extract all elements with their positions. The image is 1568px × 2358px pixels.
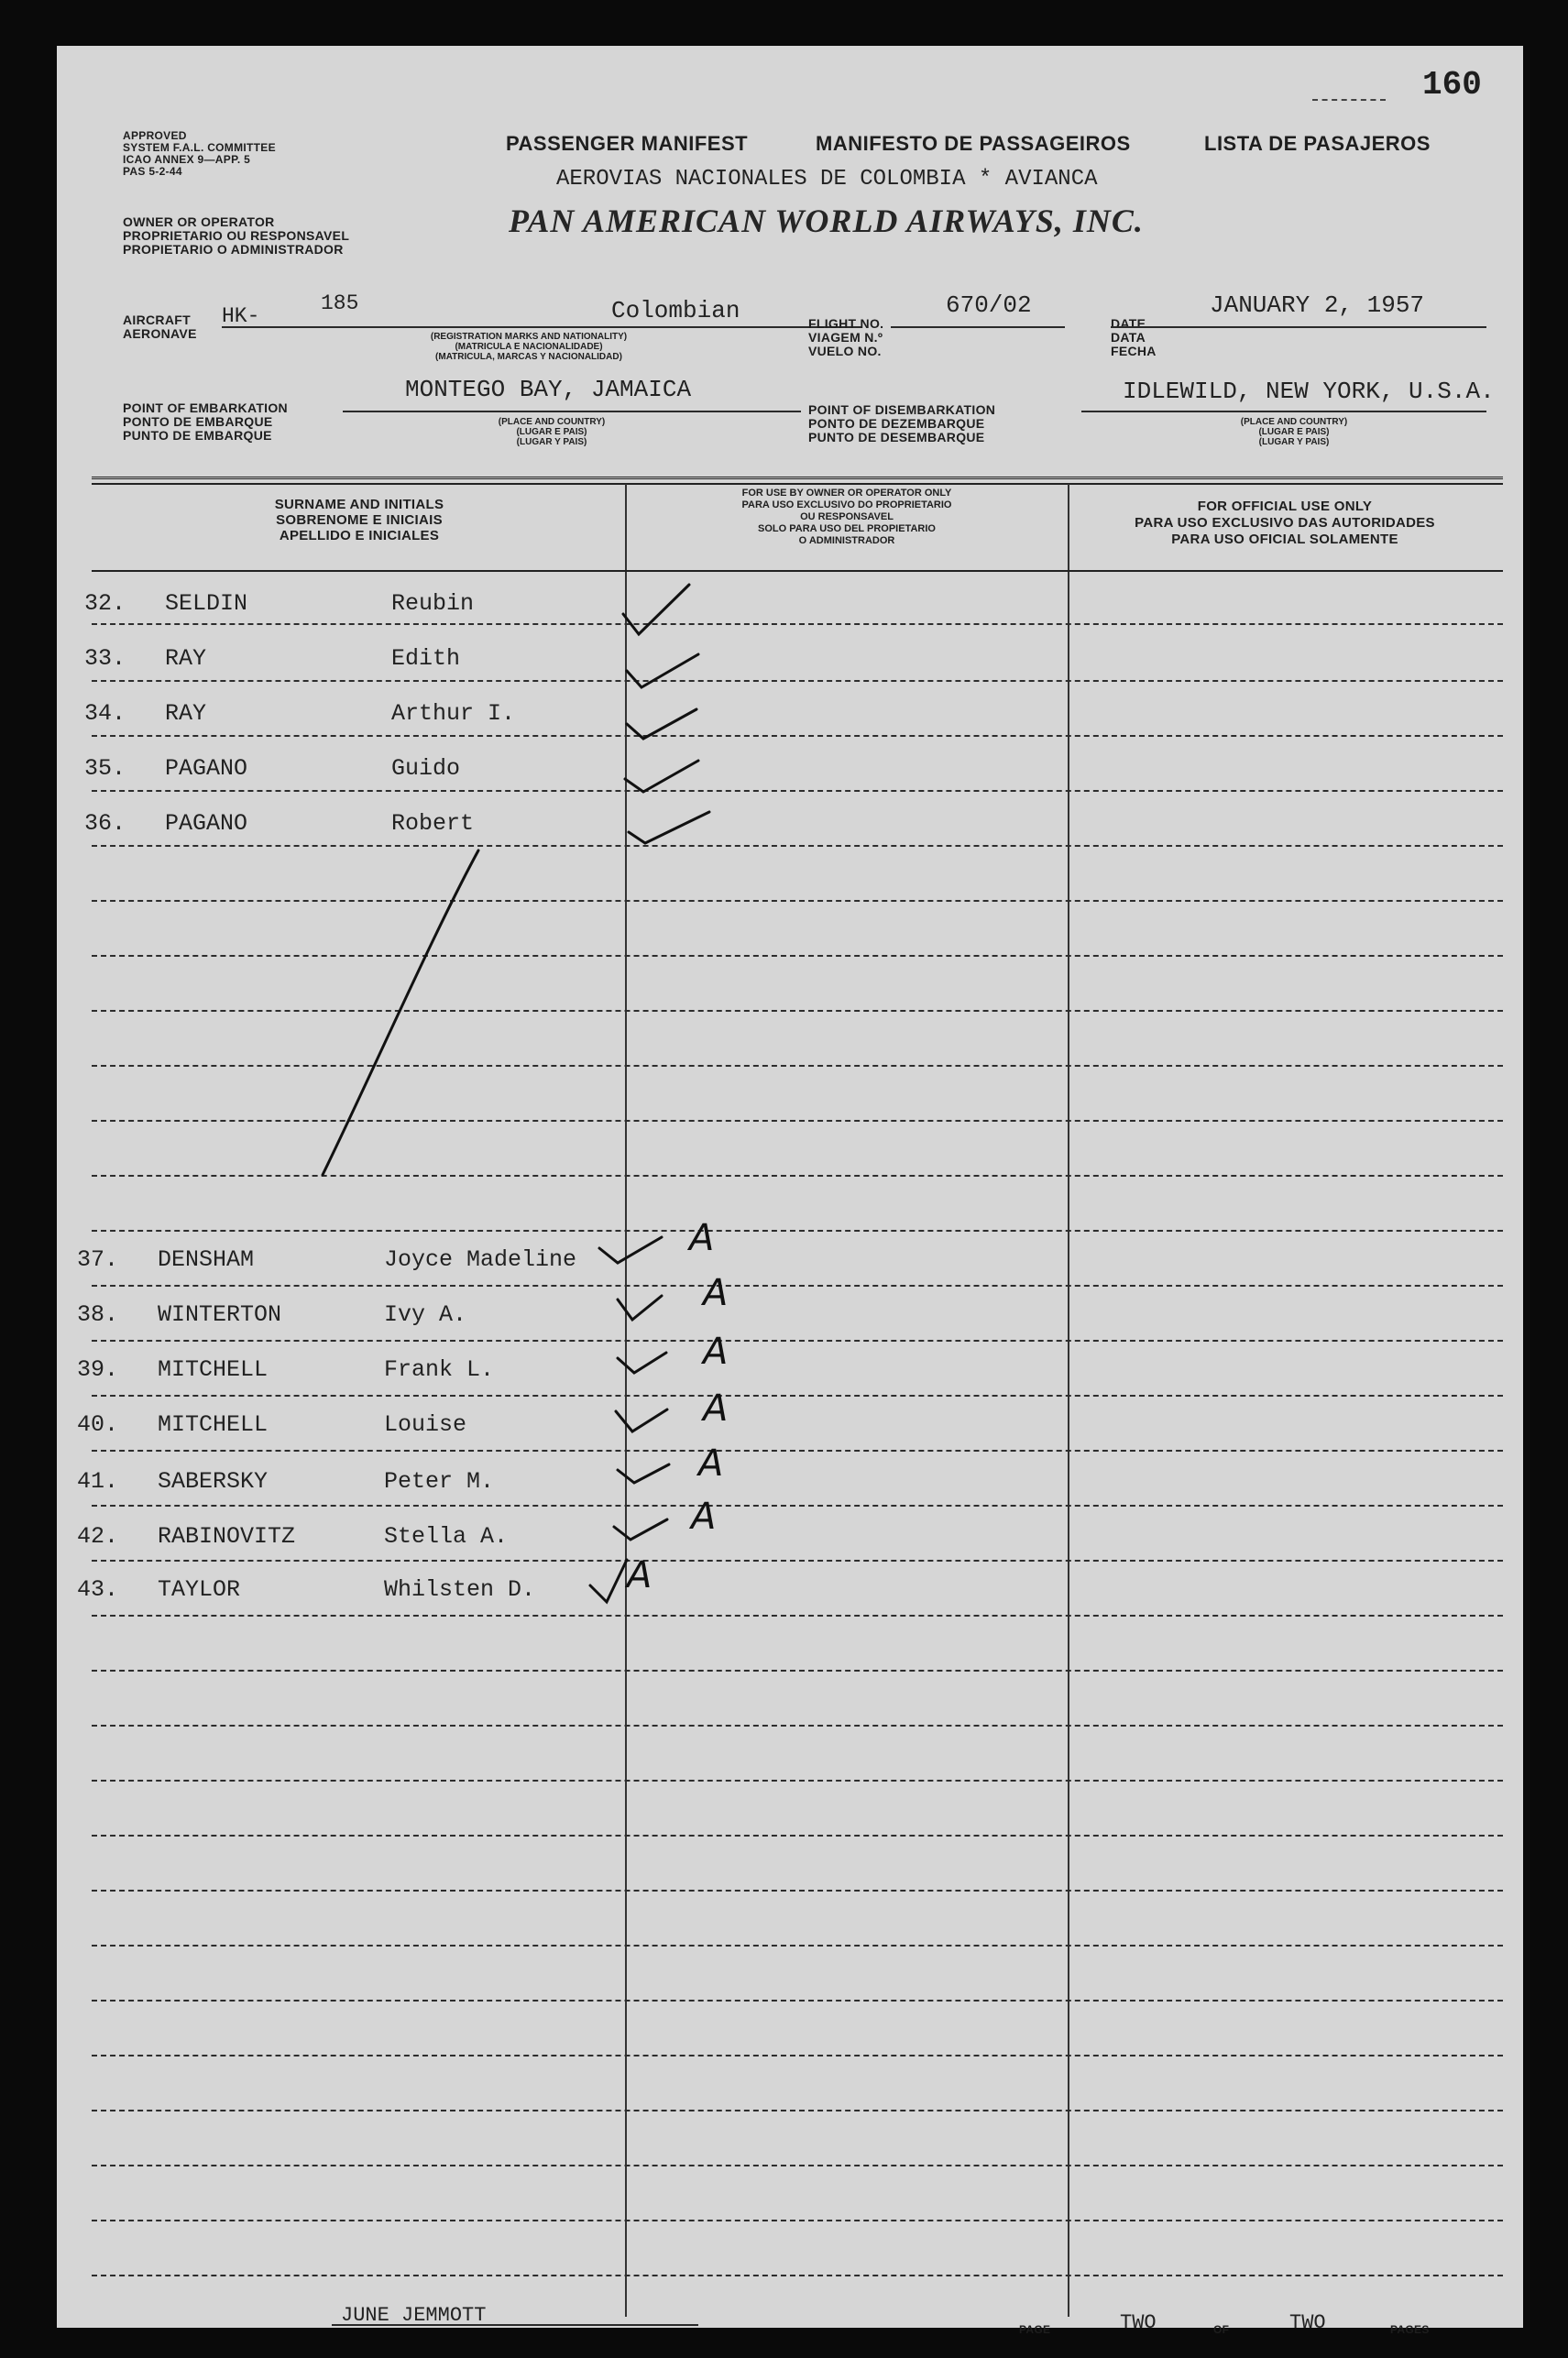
row-mark: A bbox=[691, 1496, 717, 1538]
date-label-pt: DATA bbox=[1111, 330, 1146, 345]
col-header-owner-line: O ADMINISTRADOR bbox=[798, 535, 895, 546]
aircraft-label-en: AIRCRAFT bbox=[123, 313, 191, 327]
check-marks-bottom bbox=[590, 1237, 669, 1602]
aircraft-prefix: HK- bbox=[222, 304, 260, 328]
approval-line: PAS 5-2-44 bbox=[123, 165, 182, 178]
disembarkation-label-es: PUNTO DE DESEMBARQUE bbox=[808, 430, 985, 444]
embarkation-label-pt: PONTO DE EMBARQUE bbox=[123, 414, 273, 429]
col-header-names-en: SURNAME AND INITIALS bbox=[274, 497, 444, 512]
row-number: 36. bbox=[84, 810, 126, 837]
date-label-en: DATE bbox=[1111, 316, 1146, 331]
row-given-name: Louise bbox=[384, 1411, 467, 1438]
check-mark-icon bbox=[618, 1296, 662, 1320]
row-given-name: Joyce Madeline bbox=[384, 1246, 577, 1273]
table-row bbox=[77, 1468, 590, 1496]
embarkation-label-es: PUNTO DE EMBARQUE bbox=[123, 428, 272, 443]
row-given-name: Edith bbox=[391, 645, 461, 672]
disembarkation-label-en: POINT OF DISEMBARKATION bbox=[808, 402, 996, 417]
aircraft-caption-line: (REGISTRATION MARKS AND NATIONALITY) bbox=[430, 332, 628, 342]
row-surname: PAGANO bbox=[165, 755, 248, 782]
aircraft-caption-line: (MATRICULA E NACIONALIDADE) bbox=[455, 342, 603, 352]
aircraft-registration: 185 bbox=[321, 291, 359, 315]
flight-label-es: VUELO NO. bbox=[808, 344, 882, 358]
row-surname: RABINOVITZ bbox=[158, 1523, 296, 1550]
row-number: 39. bbox=[77, 1356, 119, 1383]
date-value: JANUARY 2, 1957 bbox=[1210, 291, 1425, 319]
check-mark-icon bbox=[590, 1560, 627, 1602]
row-given-name: Arthur I. bbox=[391, 700, 516, 727]
col-header-names-pt: SOBRENOME E INICIAIS bbox=[276, 512, 443, 528]
check-mark-icon bbox=[625, 761, 698, 792]
check-mark-icon bbox=[629, 812, 709, 843]
table-row bbox=[77, 1301, 590, 1329]
footer-pages-label: PAGES bbox=[1390, 2323, 1430, 2336]
row-number: 32. bbox=[84, 590, 126, 617]
row-given-name: Frank L. bbox=[384, 1356, 495, 1383]
col-header-official-pt: PARA USO EXCLUSIVO DAS AUTORIDADES bbox=[1135, 515, 1435, 531]
approval-line: APPROVED bbox=[123, 129, 187, 142]
row-number: 38. bbox=[77, 1301, 119, 1328]
row-number: 33. bbox=[84, 645, 126, 672]
col-header-official-es: PARA USO OFICIAL SOLAMENTE bbox=[1171, 532, 1398, 547]
owner-line: OWNER OR OPERATOR bbox=[123, 214, 275, 229]
strike-line bbox=[323, 850, 478, 1175]
footer-of-label: OF bbox=[1213, 2323, 1230, 2336]
handwritten-marks bbox=[57, 46, 1523, 2328]
check-mark-icon bbox=[623, 585, 689, 634]
footer-total-value: TWO bbox=[1289, 2311, 1326, 2334]
aircraft-caption-line: (MATRICULA, MARCAS Y NACIONALIDAD) bbox=[435, 352, 622, 362]
title-es: LISTA DE PASAJEROS bbox=[1204, 132, 1431, 155]
row-surname: RAY bbox=[165, 700, 207, 727]
row-number: 37. bbox=[77, 1246, 119, 1273]
col-header-owner-line: PARA USO EXCLUSIVO DO PROPRIETARIO bbox=[741, 499, 952, 510]
operator-typed: AEROVIAS NACIONALES DE COLOMBIA * AVIANCA bbox=[556, 167, 1098, 192]
embarkation-caption-line: (PLACE AND COUNTRY) bbox=[498, 417, 606, 427]
row-mark: A bbox=[627, 1554, 652, 1596]
flight-label-en: FLIGHT NO. bbox=[808, 316, 884, 331]
embarkation-value: MONTEGO BAY, JAMAICA bbox=[405, 376, 692, 403]
footer-page-value: TWO bbox=[1120, 2311, 1157, 2334]
row-number: 42. bbox=[77, 1523, 119, 1550]
row-surname: RAY bbox=[165, 645, 207, 672]
flight-label-pt: VIAGEM N.º bbox=[808, 330, 883, 345]
check-mark-icon bbox=[614, 1519, 667, 1540]
embarkation-caption-line: (LUGAR Y PAIS) bbox=[516, 437, 587, 447]
row-mark: A bbox=[689, 1217, 715, 1259]
owner-line: PROPIETARIO O ADMINISTRADOR bbox=[123, 242, 344, 257]
row-mark: A bbox=[703, 1331, 729, 1373]
approval-line: SYSTEM F.A.L. COMMITTEE bbox=[123, 141, 276, 154]
row-surname: MITCHELL bbox=[158, 1356, 269, 1383]
row-given-name: Guido bbox=[391, 755, 461, 782]
row-surname: WINTERTON bbox=[158, 1301, 282, 1328]
owner-line: PROPRIETARIO OU RESPONSAVEL bbox=[123, 228, 350, 243]
check-mark-icon bbox=[627, 709, 696, 739]
signature-underline bbox=[332, 2324, 698, 2326]
manifest-page bbox=[57, 46, 1523, 2336]
row-surname: DENSHAM bbox=[158, 1246, 255, 1273]
disembarkation-caption-line: (PLACE AND COUNTRY) bbox=[1240, 417, 1348, 427]
table-row bbox=[77, 1411, 590, 1439]
row-given-name: Robert bbox=[391, 810, 475, 837]
row-surname: PAGANO bbox=[165, 810, 248, 837]
row-given-name: Whilsten D. bbox=[384, 1576, 536, 1603]
operator-printed: PAN AMERICAN WORLD AIRWAYS, INC. bbox=[509, 203, 1144, 239]
col-header-owner-line: FOR USE BY OWNER OR OPERATOR ONLY bbox=[741, 488, 952, 499]
footer-page-label: PAGE bbox=[1019, 2323, 1051, 2336]
embarkation-label-en: POINT OF EMBARKATION bbox=[123, 400, 288, 415]
check-mark-icon bbox=[599, 1237, 662, 1263]
table-row bbox=[77, 1246, 590, 1274]
disembarkation-caption-line: (LUGAR Y PAIS) bbox=[1258, 437, 1330, 447]
disembarkation-value: IDLEWILD, NEW YORK, U.S.A. bbox=[1123, 378, 1495, 405]
row-surname: MITCHELL bbox=[158, 1411, 269, 1438]
aircraft-nationality: Colombian bbox=[611, 297, 740, 324]
row-mark: A bbox=[698, 1442, 724, 1485]
check-mark-icon bbox=[627, 654, 698, 687]
col-header-official-en: FOR OFFICIAL USE ONLY bbox=[1197, 499, 1373, 514]
row-number: 35. bbox=[84, 755, 126, 782]
disembarkation-label-pt: PONTO DE DEZEMBARQUE bbox=[808, 416, 985, 431]
check-mark-icon bbox=[618, 1353, 666, 1373]
page-number: 160 bbox=[1422, 66, 1482, 104]
row-number: 43. bbox=[77, 1576, 119, 1603]
table-row bbox=[77, 1523, 590, 1551]
row-given-name: Reubin bbox=[391, 590, 475, 617]
embarkation-caption-line: (LUGAR E PAIS) bbox=[516, 427, 587, 437]
check-mark-icon bbox=[616, 1409, 667, 1431]
flight-number: 670/02 bbox=[946, 291, 1032, 319]
check-marks-top bbox=[323, 585, 709, 1175]
footer-signature: JUNE JEMMOTT bbox=[341, 2304, 487, 2327]
row-mark: A bbox=[703, 1387, 729, 1430]
col-header-names-es: APELLIDO E INICIALES bbox=[279, 528, 440, 543]
row-number: 34. bbox=[84, 700, 126, 727]
title-pt: MANIFESTO DE PASSAGEIROS bbox=[816, 132, 1131, 155]
title-en: PASSENGER MANIFEST bbox=[506, 132, 749, 155]
date-label-es: FECHA bbox=[1111, 344, 1157, 358]
row-given-name: Peter M. bbox=[384, 1468, 495, 1495]
table-row bbox=[77, 1576, 590, 1604]
row-mark: A bbox=[703, 1272, 729, 1314]
aircraft-label-pt: AERONAVE bbox=[123, 326, 197, 341]
row-number: 41. bbox=[77, 1468, 119, 1495]
col-header-owner-line: OU RESPONSAVEL bbox=[800, 511, 894, 522]
row-surname: SELDIN bbox=[165, 590, 248, 617]
check-mark-icon bbox=[618, 1464, 669, 1483]
row-given-name: Stella A. bbox=[384, 1523, 509, 1550]
table-row bbox=[77, 1356, 590, 1384]
approval-line: ICAO ANNEX 9—APP. 5 bbox=[123, 153, 251, 166]
row-given-name: Ivy A. bbox=[384, 1301, 467, 1328]
col-header-owner-line: SOLO PARA USO DEL PROPIETARIO bbox=[758, 523, 936, 534]
disembarkation-caption-line: (LUGAR E PAIS) bbox=[1258, 427, 1330, 437]
row-surname: TAYLOR bbox=[158, 1576, 241, 1603]
row-number: 40. bbox=[77, 1411, 119, 1438]
row-surname: SABERSKY bbox=[158, 1468, 269, 1495]
